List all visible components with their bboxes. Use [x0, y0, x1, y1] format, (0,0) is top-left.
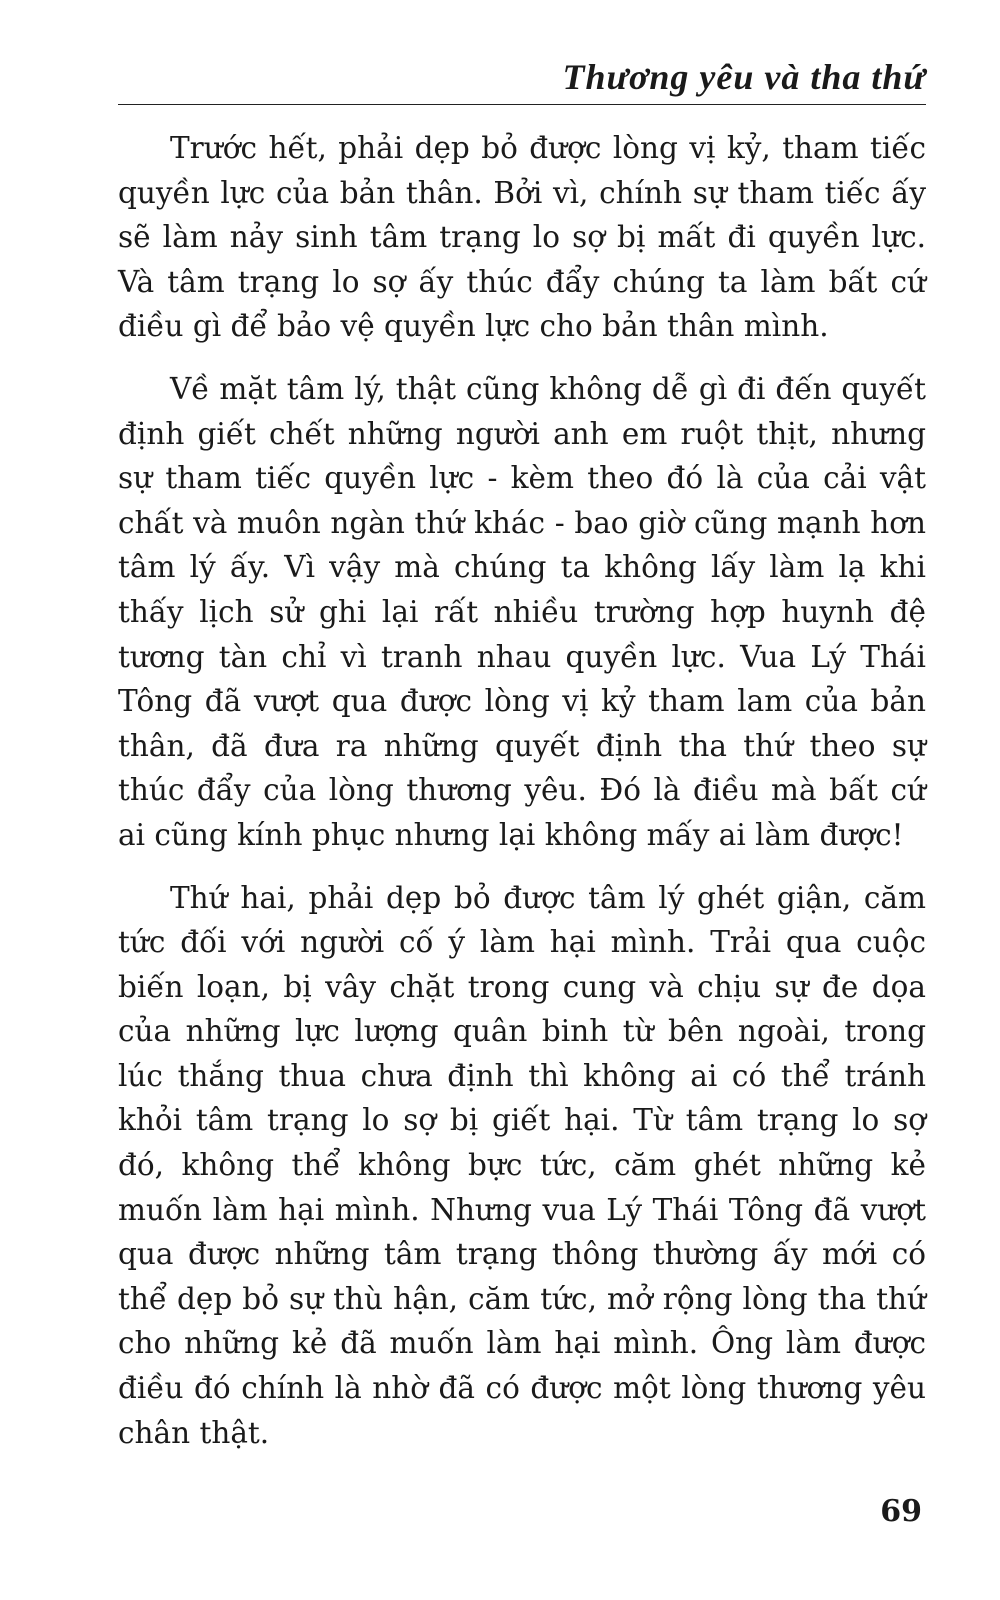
paragraph-2: Về mặt tâm lý, thật cũng không dễ gì đi đến quyết định giết chết những người anh em ruột thịt, nhưng sự tham tiếc quyền lực - kèm theo đó là của cải vật chất và muôn ngàn thứ khác - bao giờ cũng mạnh hơn tâm lý ấy. Vì vậy mà chúng ta không lấy làm lạ khi thấy lịch sử ghi lại rất nhiều trường hợp huynh đệ tương tàn chỉ vì tranh nhau quyền lực. Vua Lý Thái Tông đã vượt qua được lòng vị kỷ tham lam của bản thân, đã đưa ra những quyết định tha thứ theo sự thúc đẩy của lòng thương yêu. Đó là điều mà bất cứ ai cũng kính phục nhưng lại không mấy ai làm được! — [118, 371, 926, 852]
book-page — [118, 0, 926, 1600]
page-header — [118, 52, 926, 105]
paragraph-1: Trước hết, phải dẹp bỏ được lòng vị kỷ, tham tiếc quyền lực của bản thân. Bởi vì, chính sự tham tiếc ấy sẽ làm nảy sinh tâm trạng lo sợ bị mất đi quyền lực. Và tâm trạng lo sợ ấy thúc đẩy chúng ta làm bất cứ điều gì để bảo vệ quyền lực cho bản thân mình. — [118, 131, 926, 344]
running-title: Thương yêu và tha thứ — [562, 57, 926, 97]
paragraph-3: Thứ hai, phải dẹp bỏ được tâm lý ghét giận, căm tức đối với người cố ý làm hại mình. Trải qua cuộc biến loạn, bị vây chặt trong cung và chịu sự đe dọa của những lực lượng quân binh từ bên ngoài, trong lúc thắng thua chưa định thì không ai có thể tránh khỏi tâm trạng lo sợ bị giết hại. Từ tâm trạng lo sợ đó, không thể không bực tức, căm ghét những kẻ muốn làm hại mình. Nhưng vua Lý Thái Tông đã vượt qua được những tâm trạng thông thường ấy mới có thể dẹp bỏ sự thù hận, căm tức, mở rộng lòng tha thứ cho những kẻ đã muốn làm hại mình. Ông làm được điều đó chính là nhờ đã có được một lòng thương yêu chân thật. — [118, 880, 926, 1450]
body-text — [118, 126, 926, 1473]
page-number: 69 — [880, 1494, 922, 1529]
